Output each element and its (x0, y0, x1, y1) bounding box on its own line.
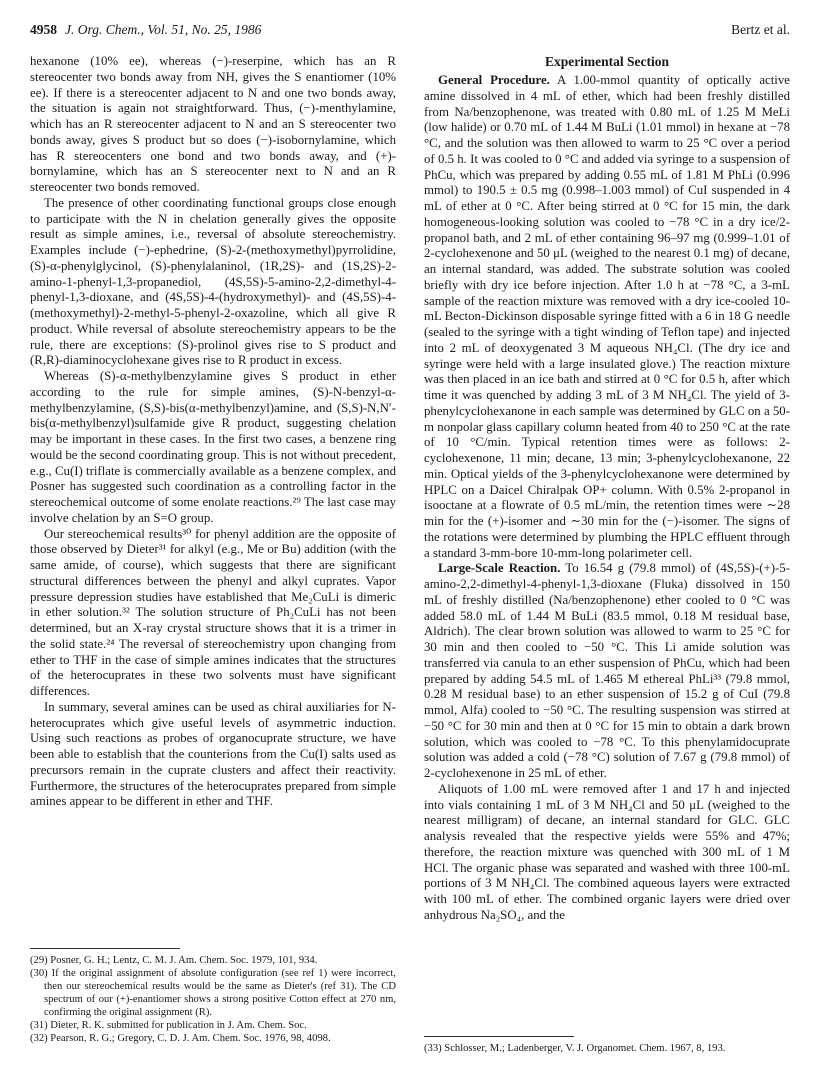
body-paragraph: Aliquots of 1.00 mL were removed after 1 and 17 h and injected into vials containing 1 mL of 3 M NH₄Cl and 50 μL (weighed to the nearest milligram) of decane, an internal standard for GLC. GLC analysis revealed that the respective yields were 55% and 47%; therefore, the reaction mixture was quenched with 300 mL of 1 M HCl. The organic phase was separated and washed with three 100-mL portions of 3 M NH₄Cl. The combined aqueous layers were extracted with 100 mL of ether. The combined organic layers were dried over anhydrous Na₂SO₄, and the (424, 781, 790, 922)
run-in-heading: Large-Scale Reaction. (438, 561, 561, 576)
footnote: (31) Dieter, R. K. submitted for publication in J. Am. Chem. Soc. (30, 1020, 307, 1031)
footnote: (30) If the original assignment of absolute configuration (see ref 1) were incorrect, then our stereochemical results would be the same as Dieter's (ref 31). The CD spectrum of our (+)-enantiomer shows a strong positive Cotton effect at 270 nm, confirming the original assignment (R). (30, 968, 396, 1018)
footnote: (29) Posner, G. H.; Lentz, C. M. J. Am. Chem. Soc. 1979, 101, 934. (30, 955, 318, 966)
left-column (30, 54, 396, 810)
body-paragraph: Whereas (S)-α-methylbenzylamine gives S product in ether according to the rule for simple amines, (S)-N-benzyl-α-methylbenzylamine, (S,S)-bis(α-methylbenzyl)amine, and (S,S)-N,N′-bis(α-methylbenzyl)sulfamide give R product, suggesting chelation may be important in these cases. In the first two cases, a benzene ring would be the second coordinating group. This is not without precedent, e.g., Cu(I) triflate is commercially available as a benzene complex, and Posner has suggested such coordination as a controlling factor in the stereochemical outcome of some enolate reactions.²⁹ The last case may involve chelation by an S=O group. (30, 369, 396, 525)
paragraph-text: To 16.54 g (79.8 mmol) of (4S,5S)-(+)-5-amino-2,2-dimethyl-4-phenyl-1,3-dioxane (Fluka) dissolved in 150 mL of freshly distilled (Na/benzophenone) ether cooled to 0 °C was added 58.0 mL of 1.44 M BuLi (83.5 mmol, 0.18 M residual base, Aldrich). The clear brown solution was allowed to warm to 25 °C for 30 min and then cooled to −50 °C. This Li amide solution was transferred via canula to an ether suspension of PhCu, which had been prepared by adding 54.5 mL of 1.465 M ethereal PhLi³³ (79.8 mmol, 0.28 M residual base) to an ether suspension of 15.2 g of CuI (79.8 mmol, Alfa) cooled to −50 °C. The resulting suspension was stirred at −50 °C for 30 min and then at 0 °C for 15 min to obtain a dark brown solution, which was cooled to −78 °C. To this phenylamidocuprate solution was added a cold (−78 °C) solution of 7.67 g (79.8 mmol) of 2-cyclohexenone in 25 mL of ether. (424, 561, 791, 780)
large-scale-paragraph (424, 561, 790, 782)
general-procedure-paragraph (424, 73, 790, 561)
footnote-rule (424, 1036, 574, 1037)
footnote-rule (30, 948, 180, 949)
page-number: 4958 (30, 22, 57, 37)
section-title: Experimental Section (544, 54, 670, 69)
journal-citation: J. Org. Chem., Vol. 51, No. 25, 1986 (65, 22, 262, 37)
header-authors: Bertz et al. (731, 22, 790, 37)
body-paragraph: The presence of other coordinating functional groups close enough to participate with the N in chelation generally gives the opposite result as simple amines, i.e., reversal of absolute stereochemistry. Examples include (−)-ephedrine, (S)-2-(methoxymethyl)pyrrolidine, (S)-α-phenylglycinol, (S)-phenylalaninol, (1R,2S)- and (1S,2S)-2-amino-1-phenyl-1,3-propanediol, (4S,5S)-5-amino-2,2-dimethyl-4-phenyl-1,3-dioxane, and (4S,5S)-4-(hydroxymethyl)- and (4S,5S)-4-(methoxymethyl)-2-methyl-5-phenyl-2-oxazoline, which all give R product. While reversal of absolute stereochemistry appears to be the rule, there are exceptions: (S)-prolinol gives rise to S product and (R,R)-diaminocyclohexane gives rise to R product in excess. (30, 195, 396, 368)
footnote: (32) Pearson, R. G.; Gregory, C. D. J. Am. Chem. Soc. 1976, 98, 4098. (30, 1033, 331, 1044)
footnote: (33) Schlosser, M.; Ladenberger, V. J. Organomet. Chem. 1967, 8, 193. (424, 1043, 726, 1054)
right-column (424, 54, 790, 924)
paragraph-text: A 1.00-mmol quantity of optically active amine dissolved in 4 mL of ether, which had been freshly distilled from Na/benzophenone, was treated with 0.80 mL of 1.25 M MeLi (low halide) or 0.70 mL of 1.44 M BuLi (1.01 mmol) in hexane at −78 °C, and the solution was then allowed to warm to 25 °C over a period of 0.5 h. It was cooled to 0 °C and added via syringe to a suspension of PhCu, which was prepared by adding 0.55 mL of 1.81 M PhLi (0.996 mmol) to 190.5 ± 0.5 mg (0.998–1.003 mmol) of CuI suspended in 4 mL of ether at 0 °C. After being stirred at 0 °C for 15 min, the dark homogeneous-looking solution was cooled to −78 °C in a dry ice/2-propanol bath, and 2 mL of ether containing 96–97 mg (0.999–1.01 of 2-cyclohexenone and 50 μL (weighed to the nearest 0.1 mg) of decane, an internal standard, was added. The substrate solution was cooled briefly with dry ice before injection. After 1.0 h at −78 °C, a 3-mL sample of the reaction mixture was removed with a dry ice-cooled 10-mL Becton-Dickinson disposable syringe fitted with a 6 in 18 G needle (sealed to the syringe with a tight winding of Teflon tape) and injected into 2 mL of deoxygenated 3 M aqueous NH₄Cl. (The dry ice and syringe were held with a large insulated glove.) The reaction mixture was then placed in an ice bath and stirred at 0 °C for 0.5 h, after which time it was quenched by adding 3 mL of 3 M NH₄Cl. The yield of 3-phenylcyclohexanone in each sample was determined by GLC on a 50-m nonpolar glass capillary column heated from 40 to 250 °C at the rate of 10 °C/min. Typical retention times were as follows: 2-cyclohexenone, 11 min; decane, 13 min; 3-phenylcyclohexanone, 22 min. Optical yields of the 3-phenylcyclohexanone were determined by HPLC on a Daicel Chiralpak OP+ column. With 0.5% 2-propanol in isooctane at a flowrate of 0.5 mL/min, the retention times were ∼28 min for the (+)-isomer and ∼30 min for the (−)-isomer. The signs of the rotations were determined by plumbing the HPLC effluent through a standard 3-mm-bore 10-mm-long polarimeter cell. (424, 73, 790, 560)
page-header (30, 22, 790, 44)
body-paragraph: Our stereochemical results³⁰ for phenyl addition are the opposite of those observed by Dieter³¹ for alkyl (e.g., Me or Bu) addition (with the same amide, of course), which suggests that there are significant structural differences between the phenyl and alkyl cuprates. Vapor pressure depression studies have established that Me₂CuLi is dimeric in ether solution.³² The solution structure of Ph₂CuLi has not been determined, but an X-ray crystal structure shows that it is a trimer in the solid state.²⁴ The reversal of stereochemistry upon changing from ether to THF in the case of simple amines indicates that the structures of the heterocuprates in these two solvents must have significant differences. (30, 526, 396, 698)
footnotes-left (30, 954, 396, 1045)
run-in-heading: General Procedure. (438, 73, 550, 87)
footnotes-right (424, 1042, 790, 1055)
body-paragraph: hexanone (10% ee), whereas (−)-reserpine, which has an R stereocenter two bonds away from NH, gives the S enantiomer (10% ee). If there is a stereocenter adjacent to N and one two bonds away, the situation is again not straightforward. Thus, (−)-menthylamine, which has an R stereocenter adjacent to N and an S stereocenter two bonds away, gives S product but so does (−)-isobornylamine, which has R stereocenters one bond and two bonds away, and (+)-bornylamine, which has an S stereocenter next to N and an R stereocenter two bonds removed. (30, 54, 396, 194)
body-paragraph: In summary, several amines can be used as chiral auxiliaries for N-heterocuprates which give useful levels of asymmetric induction. Using such reactions as probes of organocuprate structure, we have been able to establish that the counterions from the Cu(I) salts used as precursors remain in the cuprate clusters and affect their reactivity. Furthermore, the structures of the heterocuprates prepared from simple amines appear to be different in ether and THF. (30, 699, 396, 809)
header-left (30, 22, 261, 38)
